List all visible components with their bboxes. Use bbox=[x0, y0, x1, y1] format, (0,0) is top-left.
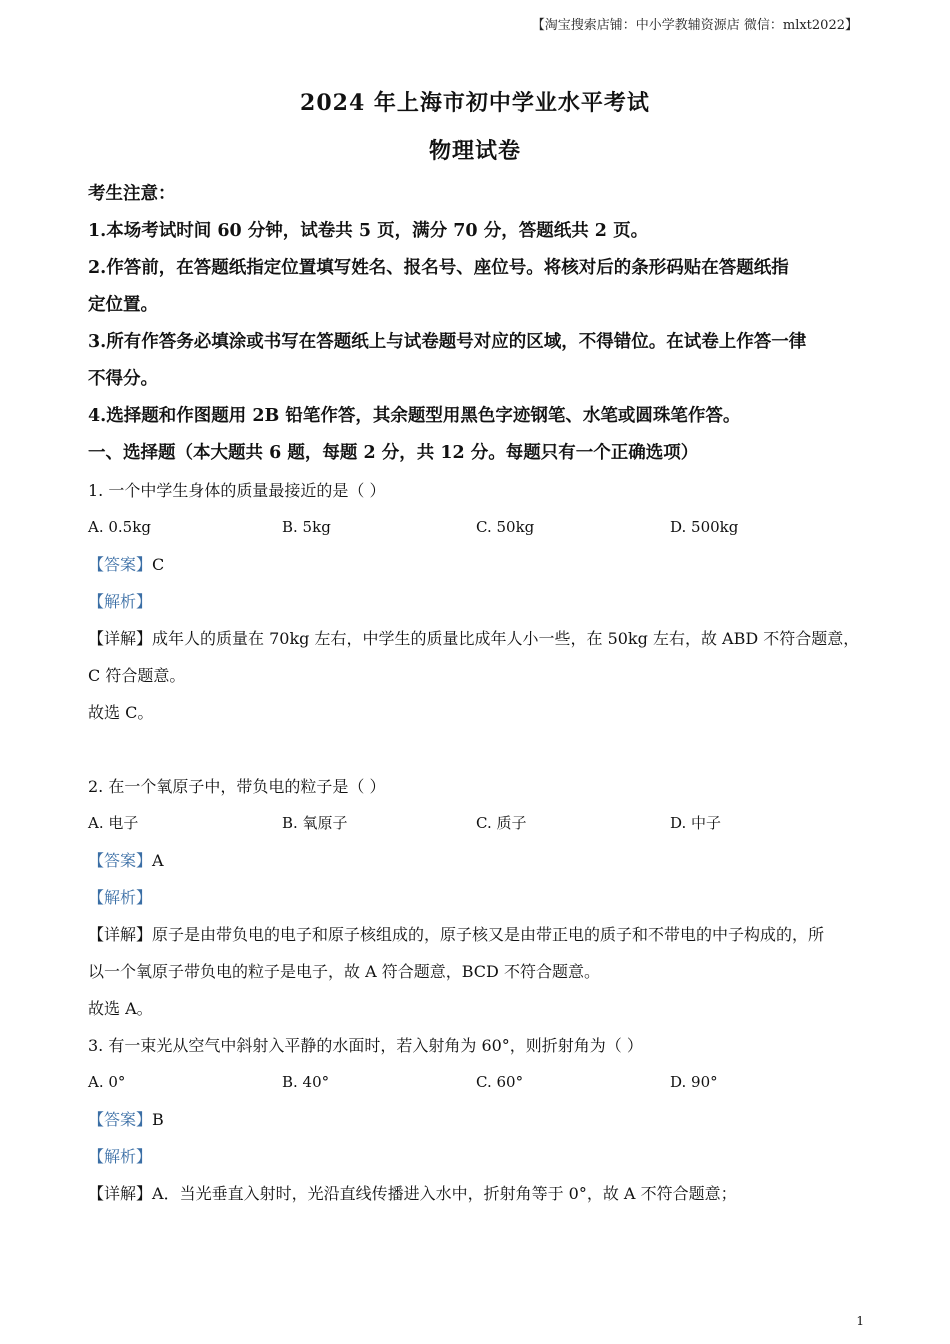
detail-text: 原子是由带负电的电子和原子核组成的，原子核又是由带正电的质子和不带电的中子构成的，所 bbox=[152, 925, 825, 944]
option-c: C. 质子 bbox=[476, 814, 527, 832]
question-2-stem: 2. 在一个氧原子中，带负电的粒子是（ ） bbox=[88, 777, 386, 796]
detail-text: A．当光垂直入射时，光沿直线传播进入水中，折射角等于 0°，故 A 不符合题意； bbox=[152, 1184, 737, 1203]
answer-value: B bbox=[152, 1110, 164, 1129]
detail-tag: 【详解】 bbox=[88, 629, 153, 648]
option-b: B. 40° bbox=[282, 1073, 330, 1091]
answer-tag: 【答案】 bbox=[88, 851, 153, 870]
question-1-detail bbox=[88, 620, 868, 657]
question-2-options bbox=[88, 805, 868, 842]
exam-subtitle: 物理试卷 bbox=[428, 138, 521, 164]
option-a: A. 0.5kg bbox=[88, 518, 151, 536]
notice-item-2: 2.作答前，在答题纸指定位置填写姓名、报名号、座位号。将核对后的条形码贴在答题纸指 bbox=[88, 258, 789, 278]
answer-tag: 【答案】 bbox=[88, 555, 153, 574]
question-3-options bbox=[88, 1064, 868, 1101]
question-2-detail-cont: 以一个氧原子带负电的粒子是电子，故 A 符合题意，BCD 不符合题意。 bbox=[88, 962, 600, 981]
page-number: 1 bbox=[856, 1314, 864, 1328]
option-c: C. 60° bbox=[476, 1073, 524, 1091]
option-a: A. 0° bbox=[88, 1073, 126, 1091]
notice-item-2-cont: 定位置。 bbox=[88, 295, 158, 315]
answer-value: A bbox=[152, 851, 164, 870]
question-3-analysis-tag: 【解析】 bbox=[88, 1147, 153, 1166]
question-2-answer bbox=[88, 842, 868, 879]
detail-text: 成年人的质量在 70kg 左右，中学生的质量比成年人小一些，在 50kg 左右，故 ABD 不符合题意， bbox=[152, 629, 860, 648]
question-1-options bbox=[88, 509, 868, 546]
notice-item-3-cont: 不得分。 bbox=[88, 369, 158, 389]
question-3-detail bbox=[88, 1175, 868, 1212]
exam-title: 2024 年上海市初中学业水平考试 bbox=[300, 90, 650, 116]
question-1-conclusion: 故选 C。 bbox=[88, 703, 154, 722]
notice-item-4: 4.选择题和作图题用 2B 铅笔作答，其余题型用黑色字迹钢笔、水笔或圆珠笔作答。 bbox=[88, 406, 741, 426]
notice-heading: 考生注意： bbox=[88, 184, 176, 204]
detail-tag: 【详解】 bbox=[88, 925, 153, 944]
question-1-analysis-tag: 【解析】 bbox=[88, 592, 153, 611]
option-b: B. 氧原子 bbox=[282, 814, 348, 832]
question-2-conclusion: 故选 A。 bbox=[88, 999, 153, 1018]
option-c: C. 50kg bbox=[476, 518, 535, 536]
spacer bbox=[88, 731, 868, 768]
notice-item-3: 3.所有作答务必填涂或书写在答题纸上与试卷题号对应的区域，不得错位。在试卷上作答一律 bbox=[88, 332, 807, 352]
question-1-stem: 1. 一个中学生身体的质量最接近的是（ ） bbox=[88, 481, 386, 500]
option-a: A. 电子 bbox=[88, 814, 139, 832]
option-d: D. 500kg bbox=[670, 518, 739, 536]
question-3-answer bbox=[88, 1101, 868, 1138]
question-3-stem: 3. 有一束光从空气中斜射入平静的水面时，若入射角为 60°，则折射角为（ ） bbox=[88, 1036, 643, 1055]
option-d: D. 90° bbox=[670, 1073, 718, 1091]
option-d: D. 中子 bbox=[670, 814, 722, 832]
answer-tag: 【答案】 bbox=[88, 1110, 153, 1129]
question-2-detail bbox=[88, 916, 868, 953]
question-2-analysis-tag: 【解析】 bbox=[88, 888, 153, 907]
page-header-note: 【淘宝搜索店铺：中小学教辅资源店 微信：mlxt2022】 bbox=[531, 18, 858, 33]
question-1-answer bbox=[88, 546, 868, 583]
section-heading: 一、选择题（本大题共 6 题，每题 2 分，共 12 分。每题只有一个正确选项） bbox=[88, 443, 699, 463]
answer-value: C bbox=[152, 555, 165, 574]
document-body bbox=[88, 176, 868, 1212]
notice-item-1: 1.本场考试时间 60 分钟，试卷共 5 页，满分 70 分，答题纸共 2 页。 bbox=[88, 221, 649, 241]
question-1-detail-cont: C 符合题意。 bbox=[88, 666, 186, 685]
detail-tag: 【详解】 bbox=[88, 1184, 153, 1203]
option-b: B. 5kg bbox=[282, 518, 331, 536]
